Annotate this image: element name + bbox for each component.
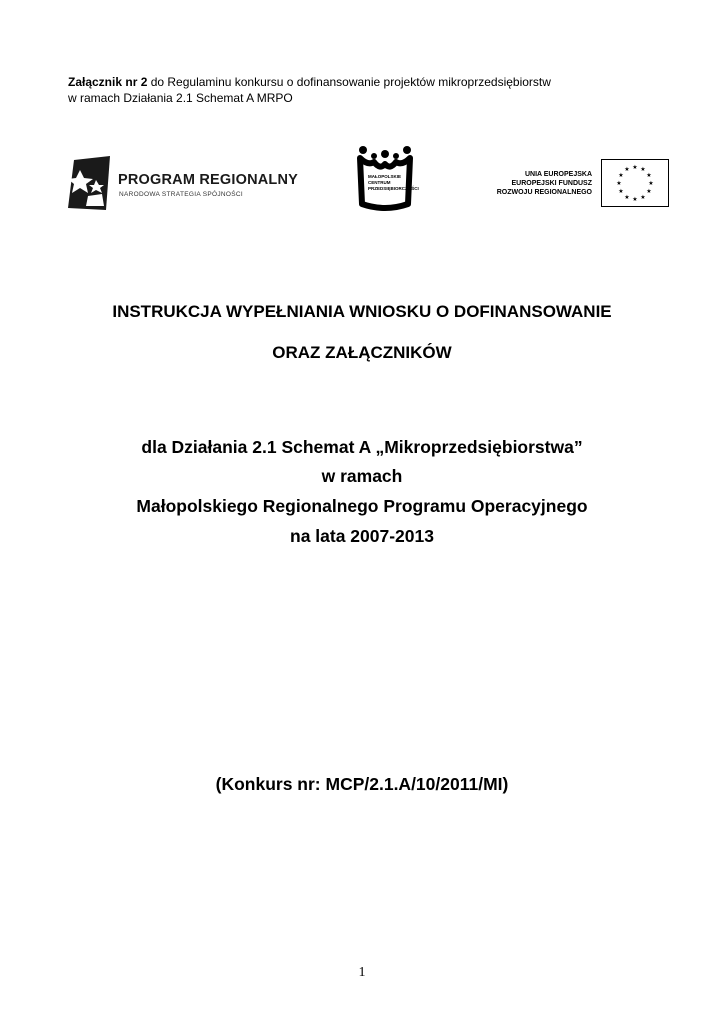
subtitle-line2: w ramach	[321, 466, 403, 486]
svg-text:★: ★	[624, 194, 630, 201]
program-regionalny-subtitle: NARODOWA STRATEGIA SPÓJNOŚCI	[119, 191, 243, 198]
eu-line2: EUROPEJSKI FUNDUSZ	[511, 180, 592, 187]
page-number: 1	[358, 965, 366, 980]
crown-icon	[352, 144, 418, 214]
svg-text:★: ★	[632, 164, 638, 171]
svg-text:★: ★	[624, 166, 630, 173]
document-title-line1: INSTRUKCJA WYPEŁNIANIA WNIOSKU O DOFINANSOWANIE	[112, 302, 612, 321]
eu-line3: ROZWOJU REGIONALNEGO	[496, 189, 592, 196]
svg-text:★: ★	[640, 166, 646, 173]
document-title-line2: ORAZ ZAŁĄCZNIKÓW	[272, 343, 452, 362]
mcp-line3: PRZEDSIĘBIORCZOŚCI	[368, 186, 419, 191]
eu-logo	[492, 159, 670, 209]
subtitle-line3: Małopolskiego Regionalnego Programu Operacyjnego	[136, 496, 588, 516]
attachment-note-line2: w ramach Działania 2.1 Schemat A MRPO	[68, 91, 293, 105]
subtitle-line1: dla Działania 2.1 Schemat A „Mikroprzedsiębiorstwa”	[141, 437, 583, 457]
eu-flag-icon	[601, 159, 669, 207]
subtitle-line4: na lata 2007-2013	[290, 526, 434, 546]
svg-text:★: ★	[632, 196, 638, 203]
svg-text:★: ★	[618, 188, 624, 195]
svg-text:★: ★	[616, 180, 622, 187]
nss-emblem-icon	[66, 154, 112, 212]
mcp-line2: CENTRUM	[368, 180, 391, 185]
mcp-line1: MAŁOPOLSKIE	[368, 174, 402, 179]
mcp-logo	[352, 144, 418, 214]
svg-text:★: ★	[646, 188, 652, 195]
attachment-note-text: do Regulaminu konkursu o dofinansowanie projektów mikroprzedsiębiorstw	[147, 75, 551, 89]
attachment-number: Załącznik nr 2	[68, 75, 148, 89]
contest-number: (Konkurs nr: MCP/2.1.A/10/2011/MI)	[215, 774, 509, 794]
svg-text:★: ★	[618, 172, 624, 179]
svg-text:★: ★	[646, 172, 652, 179]
svg-text:★: ★	[640, 194, 646, 201]
program-regionalny-logo	[66, 152, 299, 214]
program-regionalny-name: PROGRAM REGIONALNY	[118, 172, 299, 188]
eu-line1: UNIA EUROPEJSKA	[524, 171, 592, 178]
svg-text:★: ★	[648, 180, 654, 187]
attachment-note	[68, 74, 656, 106]
